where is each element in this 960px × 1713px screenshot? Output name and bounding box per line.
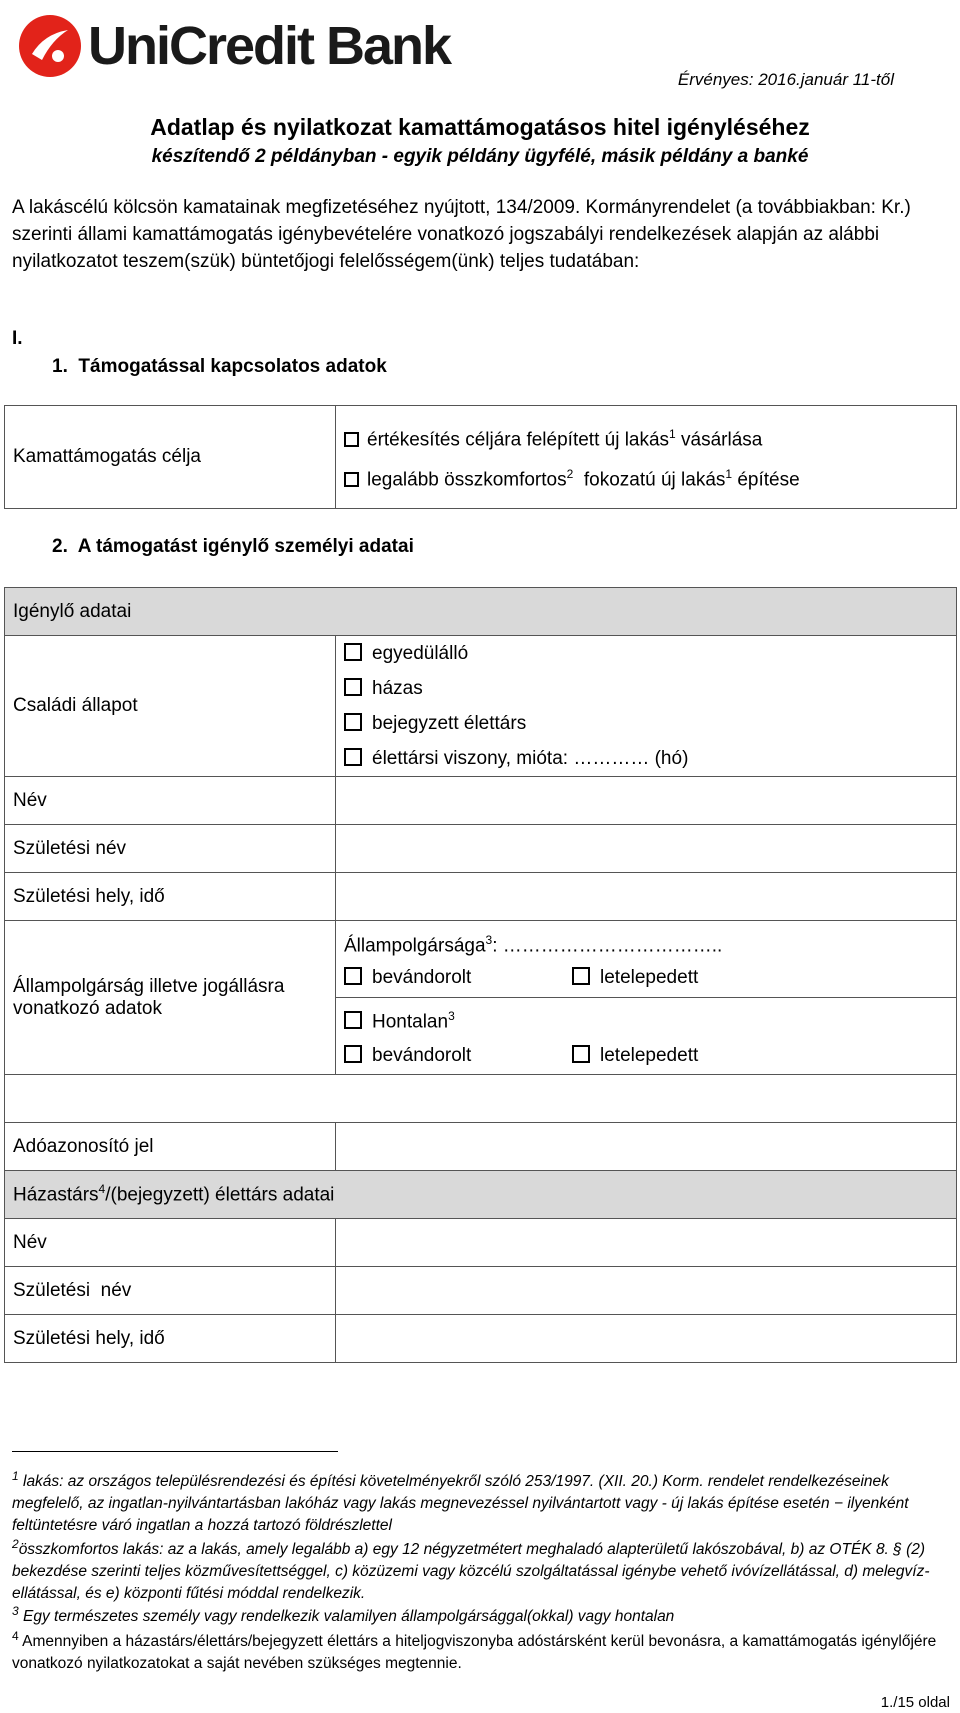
birth-place-field[interactable] <box>336 873 957 921</box>
stateless-immigrant-option[interactable]: bevándorolt <box>344 1039 572 1073</box>
checkbox[interactable] <box>344 643 362 661</box>
section-2-number: 2. <box>52 536 68 557</box>
checkbox[interactable] <box>344 1011 362 1029</box>
family-option-single[interactable]: egyedülálló <box>344 636 948 671</box>
stateless-cell <box>336 998 957 1075</box>
section-2-heading <box>52 536 414 558</box>
purpose-option-build[interactable]: legalább összkomfortos$^2$ fokozatú új lakás$^1$ építése <box>344 457 948 497</box>
checkbox[interactable] <box>572 967 590 985</box>
family-status-options <box>336 636 957 777</box>
checkbox[interactable] <box>344 432 359 447</box>
empty-row <box>5 1075 957 1123</box>
spouse-name-label: Név <box>5 1219 336 1267</box>
section-1-title: Támogatással kapcsolatos adatok <box>78 356 387 377</box>
footnote-3: $^3$ Egy természetes személy vagy rendelkezik valamilyen állampolgársággal(okkal) vagy hontalan <box>12 1604 675 1626</box>
checkbox[interactable] <box>572 1045 590 1063</box>
spouse-birth-name-field[interactable] <box>336 1267 957 1315</box>
unicredit-logo <box>18 14 478 78</box>
logo-text: UniCredit Bank <box>88 16 451 76</box>
spouse-birth-place-field[interactable] <box>336 1315 957 1363</box>
purpose-label: Kamattámogatás célja <box>5 406 336 509</box>
stateless-option[interactable]: Hontalan$^3$ <box>344 999 948 1039</box>
citizenship-line[interactable]: Állampolgársága$^3$: …………………………….. <box>344 932 723 957</box>
citizen-settled-option[interactable]: letelepedett <box>572 962 800 994</box>
validity-date: Érvényes: 2016.január 11-től <box>677 70 894 89</box>
checkbox[interactable] <box>344 713 362 731</box>
family-status-label: Családi állapot <box>5 636 336 777</box>
citizenship-label: Állampolgárság illetve jogállásra vonatkozó adatok <box>5 921 336 1075</box>
name-label: Név <box>5 777 336 825</box>
applicant-table <box>4 587 957 1363</box>
footnote-4: $^4$ Amennyiben a házastárs/élettárs/bejegyzett élettárs a hiteljogviszonyba adóstársként kerül bevonásra, a kamattámogatás igénylőjére vonatkozó nyilatkozatokat a saját nevében szükséges megtennie. <box>12 1629 937 1673</box>
name-field[interactable] <box>336 777 957 825</box>
checkbox[interactable] <box>344 1045 362 1063</box>
page-number: 1./15 oldal <box>880 1694 950 1711</box>
footnote-1: $^1$ lakás: az országos településrendezési és építési követelményekről szóló 253/1997. (XII. 20.) Korm. rendelet rendelkezéseinek megfelelő, az ingatlan-nyilvántartásban lakóház vagy lakás megnevezéssel nyilvántartott vagy - új lakás építése esetén − ilyenként feltüntetésre váró ingatlan a hozzá tartozó földrészlettel <box>12 1469 909 1535</box>
spouse-header: Házastárs$^4$/(bejegyzett) élettárs adatai <box>5 1171 957 1219</box>
citizenship-cell <box>336 921 957 998</box>
spouse-birth-name-label: Születési név <box>5 1267 336 1315</box>
stateless-settled-option[interactable]: letelepedett <box>572 1039 800 1073</box>
document-title: Adatlap és nyilatkozat kamattámogatásos hitel igényléséhez <box>150 114 810 140</box>
birth-place-label: Születési hely, idő <box>5 873 336 921</box>
checkbox[interactable] <box>344 472 359 487</box>
family-option-married[interactable]: házas <box>344 671 948 706</box>
purpose-options <box>336 406 957 509</box>
footnote-2: $^2$összkomfortos lakás: az a lakás, amely legalább a) egy 12 négyzetmétert meghaladó alapterületű lakószobával, b) az OTÉK 8. § (2) bekezdése szerinti teljes közművesítettséggel, c) közüzemi vagy közcélú szolgáltatással igénybe vehető ivóvízellátással, d) melegvíz-ellátással, és e) központi fűtési móddal rendelkezik. <box>12 1537 930 1603</box>
section-1-number: 1. <box>52 356 68 377</box>
intro-paragraph: A lakáscélú kölcsön kamatainak megfizetéséhez nyújtott, 134/2009. Kormányrendelet (a továbbiakban: Kr.) szerinti állami kamattámogatás igénybevételére vonatkozó jogszabályi rendelkezések alapján az alábbi nyilatkozatot teszem(szük) büntetőjogi felelősségem(ünk) teljes tudatában: <box>12 197 911 272</box>
family-option-cohabitation[interactable]: élettársi viszony, mióta: ………… (hó) <box>344 741 948 776</box>
spouse-birth-place-label: Születési hely, idő <box>5 1315 336 1363</box>
tax-id-label: Adóazonosító jel <box>5 1123 336 1171</box>
section-roman-numeral: I. <box>12 328 23 349</box>
birth-name-field[interactable] <box>336 825 957 873</box>
section-1-heading <box>52 356 387 378</box>
checkbox[interactable] <box>344 678 362 696</box>
family-option-registered-partner[interactable]: bejegyzett élettárs <box>344 706 948 741</box>
spouse-name-field[interactable] <box>336 1219 957 1267</box>
purpose-option-purchase[interactable]: értékesítés céljára felépített új lakás$^1$ vásárlása <box>344 417 948 457</box>
unicredit-logo-icon <box>18 14 82 78</box>
document-subtitle: készítendő 2 példányban - egyik példány ügyfélé, másik példány a banké <box>151 146 809 167</box>
footnote-divider <box>12 1451 338 1452</box>
birth-name-label: Születési név <box>5 825 336 873</box>
checkbox[interactable] <box>344 967 362 985</box>
citizen-immigrant-option[interactable]: bevándorolt <box>344 962 572 994</box>
purpose-table <box>4 405 957 509</box>
checkbox[interactable] <box>344 748 362 766</box>
tax-id-field[interactable] <box>336 1123 957 1171</box>
section-2-title: A támogatást igénylő személyi adatai <box>77 536 414 557</box>
applicant-header: Igénylő adatai <box>5 588 957 636</box>
